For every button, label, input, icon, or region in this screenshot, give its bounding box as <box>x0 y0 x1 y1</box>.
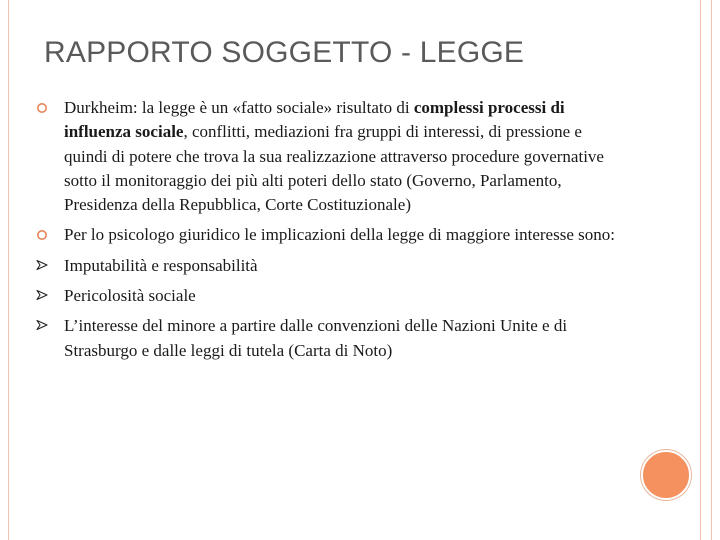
ring-bullet-icon <box>36 229 48 241</box>
item-text: , conflitti, mediazioni fra gruppi di interessi, di pressione e quindi di potere che trova la sua realizzazione attraverso procedure governative sotto il monitoraggio dei più alti poteri dello stato (Governo, Parlamento, Presidenza della Repubblica, Corte Costituzionale) <box>64 122 604 215</box>
arrow-bullet-icon <box>36 289 48 301</box>
item-text: Imputabilità e responsabilità <box>64 255 258 275</box>
list-item <box>36 96 621 217</box>
item-text: Durkheim: la legge è un «fatto sociale» risultato di <box>64 98 414 117</box>
arrow-bullet-icon <box>36 319 48 331</box>
slide-title: RAPPORTO SOGGETTO - LEGGE <box>44 36 525 69</box>
arrow-bullet-icon <box>36 259 48 271</box>
left-rail-line <box>8 0 9 540</box>
right-rail-line-inner <box>700 0 701 540</box>
right-rail-line-outer <box>711 0 712 540</box>
item-text: L’interesse del minore a partire dalle convenzioni delle Nazioni Unite e di Strasburgo e dalle leggi di tutela (Carta di Noto) <box>64 316 568 360</box>
item-text: Per lo psicologo giuridico le implicazioni della legge di maggiore interesse sono: <box>64 225 615 245</box>
bullet-list <box>36 96 621 369</box>
decorative-circle <box>641 450 691 500</box>
ring-bullet-icon <box>36 102 48 114</box>
list-item <box>36 223 621 247</box>
list-item <box>36 254 621 278</box>
item-bold-text: complessi processi di influenza sociale <box>64 98 565 142</box>
list-item <box>36 314 621 363</box>
item-text: Pericolosità sociale <box>64 286 196 306</box>
list-item <box>36 284 621 308</box>
